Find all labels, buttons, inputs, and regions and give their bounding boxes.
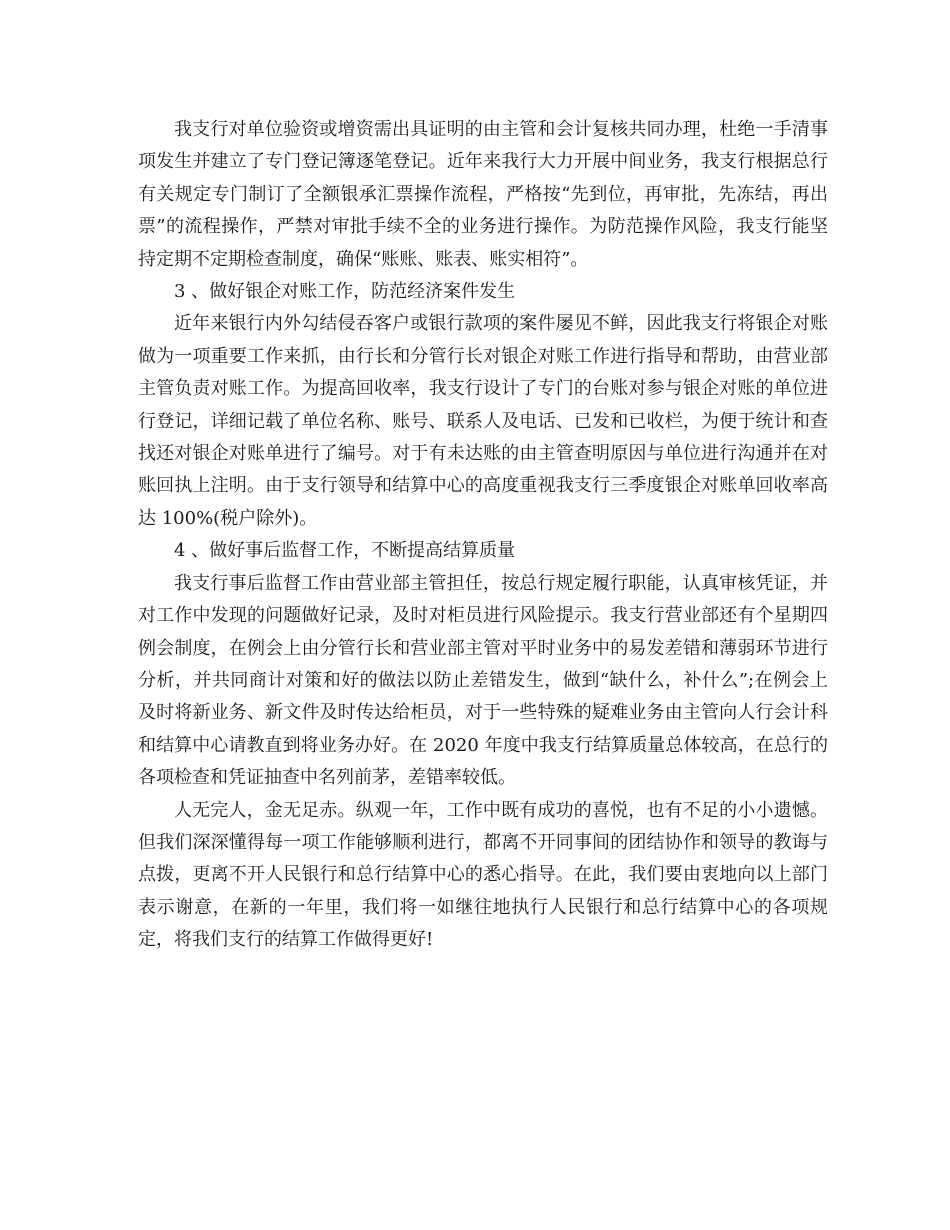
section-heading-4: 4 、做好事后监督工作，不断提高结算质量 xyxy=(174,540,516,562)
section-heading-3: 3 、做好银企对账工作，防范经济案件发生 xyxy=(174,281,516,303)
paragraph-verification-procedures: 我支行对单位验资或增资需出具证明的由主管和会计复核共同办理，杜绝一手清事项发生并建立了专门登记簿逐笔登记。近年来我行大力开展中间业务，我支行根据总行有关规定专门制订了全额银承汇票操作流程，严格按“先到位，再审批，先冻结，再出票”的流程操作，严禁对审批手续不全的业务进行操作。为防范操作风险，我支行能坚持定期不定期检查制度，确保“账账、账表、账实相符”。 xyxy=(138,119,828,270)
document-body xyxy=(138,114,828,957)
paragraph-bank-reconciliation: 近年来银行内外勾结侵吞客户或银行款项的案件屡见不鲜，因此我支行将银企对账做为一项重要工作来抓，由行长和分管行长对银企对账工作进行指导和帮助，由营业部主管负责对账工作。为提高回收率，我支行设计了专门的台账对参与银企对账的单位进行登记，详细记载了单位名称、账号、联系人及电话、已发和已收栏，为便于统计和查找还对银企对账单进行了编号。对于有未达账的由主管查明原因与单位进行沟通并在对账回执上注明。由于支行领导和结算中心的高度重视我支行三季度银企对账单回收率高达 100%(税户除外)。 xyxy=(138,313,828,529)
paragraph-conclusion: 人无完人，金无足赤。纵观一年，工作中既有成功的喜悦，也有不足的小小遗憾。但我们深深懂得每一项工作能够顺利进行，都离不开同事间的团结协作和领导的教诲与点拨，更离不开人民银行和总行结算中心的悉心指导。在此，我们要由衷地向以上部门表示谢意，在新的一年里，我们将一如继往地执行人民银行和总行结算中心的各项规定，将我们支行的结算工作做得更好! xyxy=(138,799,828,951)
paragraph-post-supervision: 我支行事后监督工作由营业部主管担任，按总行规定履行职能，认真审核凭证，并对工作中发现的问题做好记录，及时对柜员进行风险提示。我支行营业部还有个星期四例会制度，在例会上由分管行长和营业部主管对平时业务中的易发差错和薄弱环节进行分析，并共同商计对策和好的做法以防止差错发生，做到“缺什么，补什么”;在例会上及时将新业务、新文件及时传达给柜员，对于一些特殊的疑难业务由主管向人行会计科和结算中心请教直到将业务办好。在 2020 年度中我支行结算质量总体较高，在总行的各项检查和凭证抽查中名列前茅，差错率较低。 xyxy=(138,572,828,789)
